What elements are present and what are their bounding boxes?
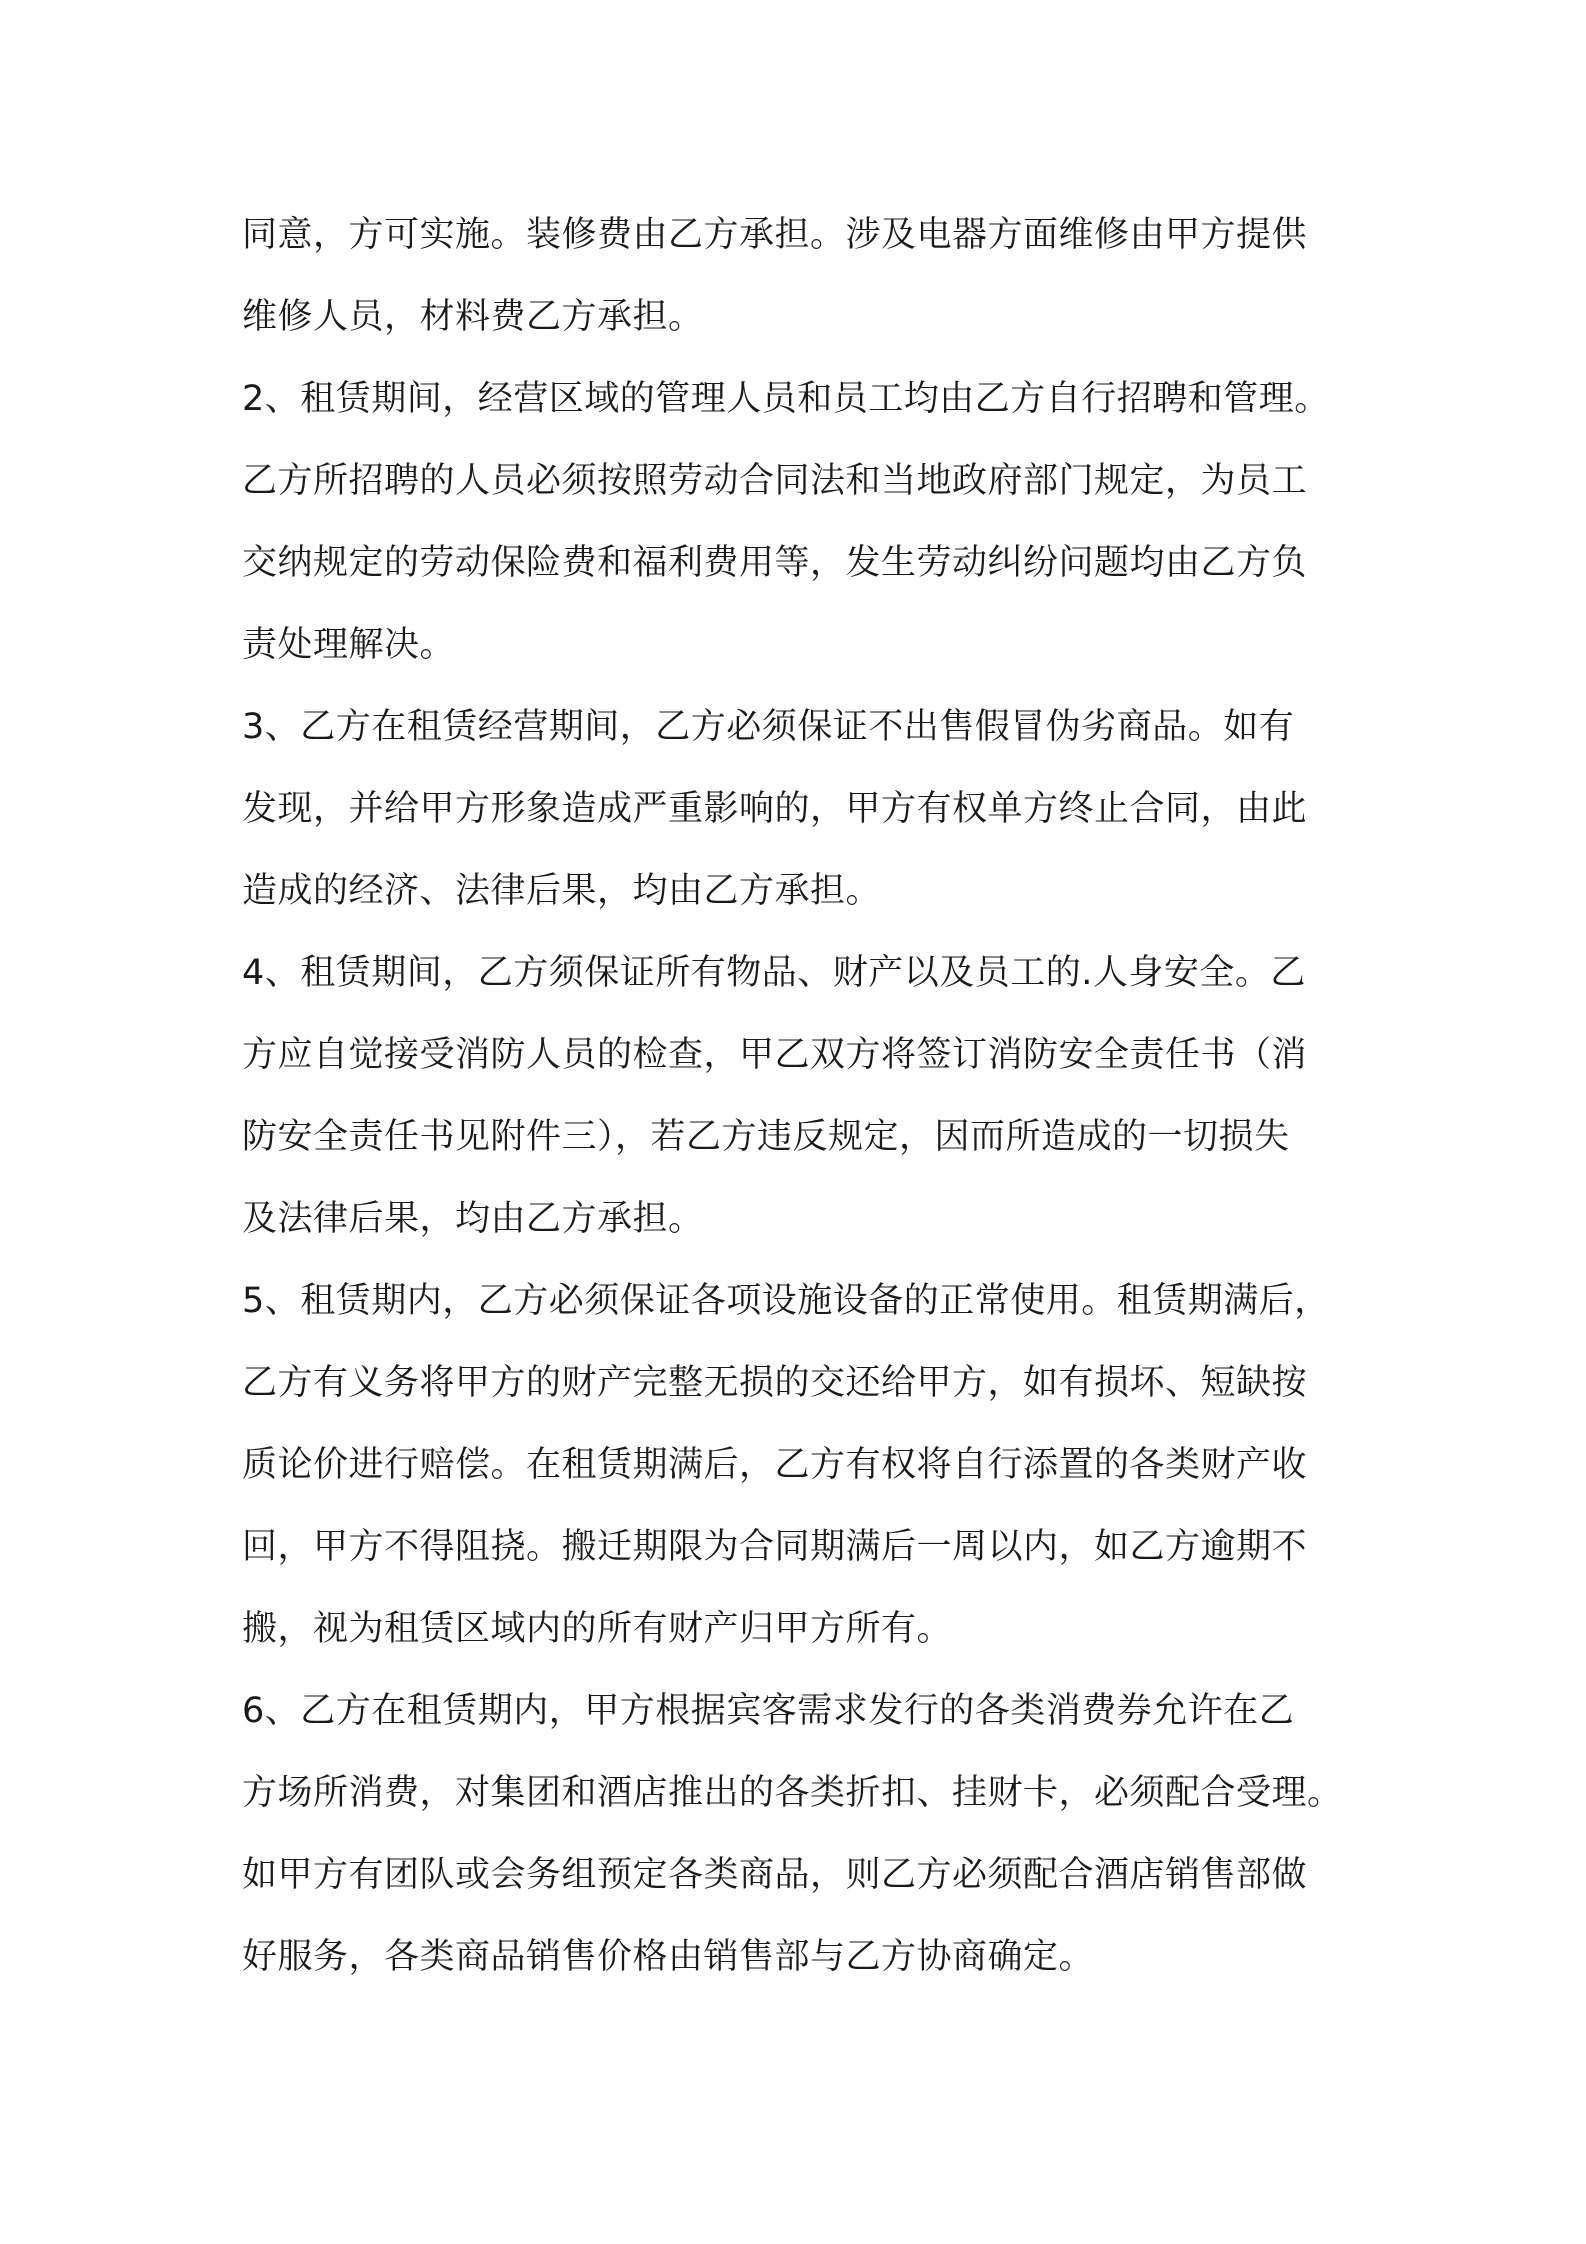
text-line: 造成的经济、法律后果，均由乙方承担。 (242, 871, 882, 911)
text-line: 5、租赁期内，乙方必须保证各项设施设备的正常使用。租赁期满后， (242, 1281, 1330, 1321)
text-line: 发现，并给甲方形象造成严重影响的，甲方有权单方终止合同，由此 (242, 789, 1308, 829)
text-line: 乙方所招聘的人员必须按照劳动合同法和当地政府部门规定，为员工 (242, 461, 1308, 501)
text-line: 方应自觉接受消防人员的检查，甲乙双方将签订消防安全责任书（消 (242, 1035, 1308, 1075)
text-line: 交纳规定的劳动保险费和福利费用等，发生劳动纠纷问题均由乙方负 (242, 543, 1308, 583)
text-line: 质论价进行赔偿。在租赁期满后，乙方有权将自行添置的各类财产收 (242, 1445, 1308, 1485)
text-line: 方场所消费，对集团和酒店推出的各类折扣、挂财卡，必须配合受理。 (242, 1773, 1343, 1813)
text-line: 好服务，各类商品销售价格由销售部与乙方协商确定。 (242, 1937, 1095, 1977)
document-body (242, 194, 1372, 1998)
text-line: 6、乙方在租赁期内，甲方根据宾客需求发行的各类消费券允许在乙 (242, 1691, 1295, 1731)
text-line: 搬，视为租赁区域内的所有财产归甲方所有。 (242, 1609, 953, 1649)
text-line: 防安全责任书见附件三），若乙方违反规定，因而所造成的一切损失 (242, 1117, 1290, 1157)
text-line: 同意，方可实施。装修费由乙方承担。涉及电器方面维修由甲方提供 (242, 215, 1308, 255)
text-line: 3、乙方在租赁经营期间，乙方必须保证不出售假冒伪劣商品。如有 (242, 707, 1295, 747)
text-line: 责处理解决。 (242, 625, 456, 665)
text-line: 4、租赁期间，乙方须保证所有物品、财产以及员工的.人身安全。乙 (242, 953, 1306, 993)
text-line: 乙方有义务将甲方的财产完整无损的交还给甲方，如有损坏、短缺按 (242, 1363, 1308, 1403)
text-line: 如甲方有团队或会务组预定各类商品，则乙方必须配合酒店销售部做 (242, 1855, 1308, 1895)
text-line: 2、租赁期间，经营区域的管理人员和员工均由乙方自行招聘和管理。 (242, 379, 1330, 419)
text-line: 回，甲方不得阻挠。搬迁期限为合同期满后一周以内，如乙方逾期不 (242, 1527, 1308, 1567)
text-line: 维修人员，材料费乙方承担。 (242, 297, 704, 337)
text-line: 及法律后果，均由乙方承担。 (242, 1199, 704, 1239)
